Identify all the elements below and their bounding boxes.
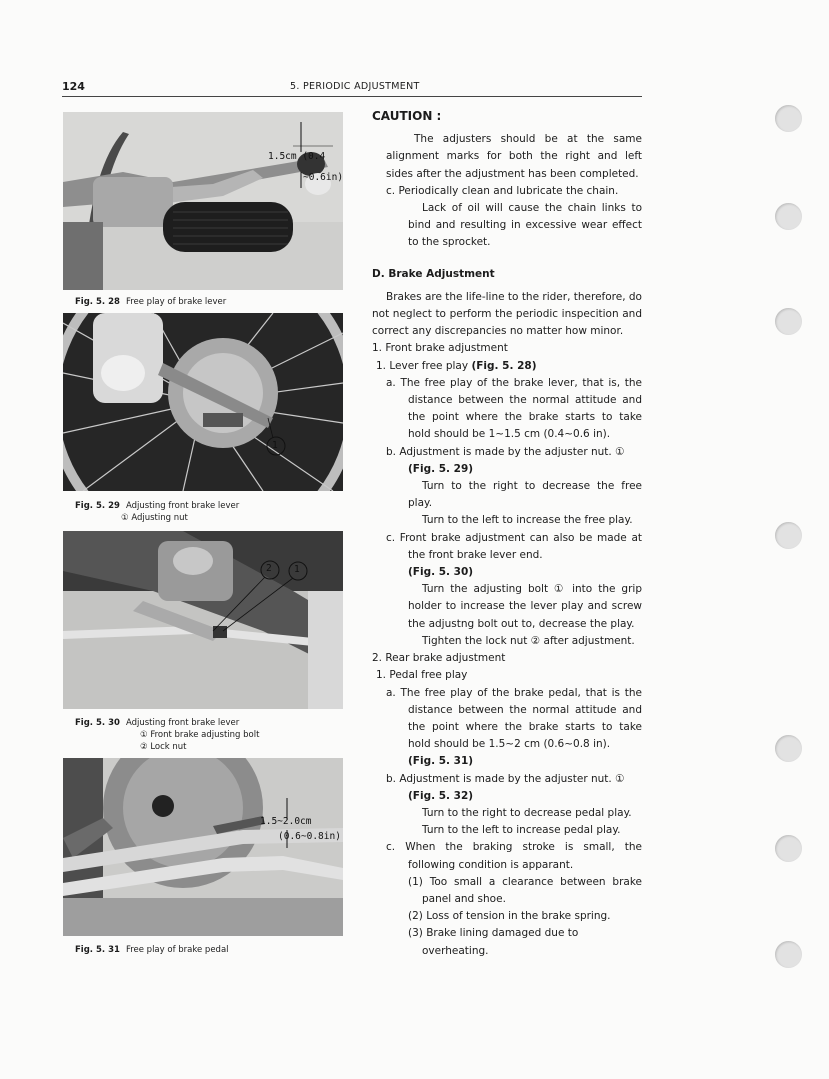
fig31-dimension-label: 1.5~2.0cm xyxy=(260,816,312,827)
fig30-caption-sub1: ① Front brake adjusting bolt xyxy=(140,730,260,740)
binder-hole xyxy=(775,105,802,132)
front-item-a: a. The free play of the brake lever, that is, the distance between the normal attitude and the point where the brake starts to take hold should be 1~1.5 cm (0.4~0.6 in). xyxy=(386,376,642,441)
fig30-marker-2: 2 xyxy=(266,563,272,574)
fig29-caption xyxy=(75,500,239,512)
front-item-c: c. Front brake adjustment can also be made at the front brake lever end. xyxy=(386,531,642,561)
fig30-caption xyxy=(75,717,239,729)
figure-lever-adjusting-bolt-photo xyxy=(63,531,343,709)
rear-item-b-right: Turn to the right to decrease pedal play. xyxy=(422,806,632,819)
fig30-marker-1: 1 xyxy=(294,564,300,575)
binder-hole xyxy=(775,941,802,968)
binder-hole xyxy=(775,522,802,549)
caution-paragraph: The adjusters should be at the same alignment marks for both the right and left sides after the adjustment has been completed. xyxy=(386,133,642,180)
binder-hole xyxy=(775,835,802,862)
caution-item-c: c. Periodically clean and lubricate the chain. xyxy=(386,184,619,197)
fig28-label: Fig. 5. 28 xyxy=(75,297,120,307)
fig31-caption-text: Free play of brake pedal xyxy=(125,945,229,955)
caution-item-c-detail: Lack of oil will cause the chain links to bind and resulting in excessive wear effect to the sprocket. xyxy=(408,202,642,249)
fig28-caption-text: Free play of brake lever xyxy=(125,297,227,307)
fig28-dimension-label: 1.5cm (0.4 xyxy=(268,151,326,162)
figure-front-brake-hub-photo xyxy=(63,313,343,491)
pedal-free-play-heading: 1. Pedal free play xyxy=(376,669,468,682)
rear-item-b-ref: (Fig. 5. 32) xyxy=(408,789,474,802)
rear-item-b: b. Adjustment is made by the adjuster nut. ① xyxy=(386,772,625,785)
front-item-b-ref: (Fig. 5. 29) xyxy=(408,462,474,475)
rear-item-a-ref: (Fig. 5. 31) xyxy=(408,755,474,768)
front-item-c-turn: Turn the adjusting bolt ① into the grip holder to increase the lever play and screw the adjustng bolt out to, decrease the play. xyxy=(408,583,642,630)
section-d-heading: D. Brake Adjustment xyxy=(372,267,495,280)
rear-brake-heading: 2. Rear brake adjustment xyxy=(372,652,506,665)
fig30-caption-text: Adjusting front brake lever xyxy=(125,718,240,728)
page-number: 124 xyxy=(62,80,85,93)
rear-item-c-2: (2) Loss of tension in the brake spring. xyxy=(408,910,611,923)
front-item-b: b. Adjustment is made by the adjuster nut. ① xyxy=(386,445,625,458)
binder-hole xyxy=(775,308,802,335)
front-item-b-right: Turn to the right to decrease the free play. xyxy=(408,480,642,510)
rear-item-c-1: (1) Too small a clearance between brake panel and shoe. xyxy=(408,875,642,905)
lever-free-play-heading: 1. Lever free play xyxy=(376,359,469,372)
figure-brake-pedal-photo xyxy=(63,758,343,936)
caution-title: CAUTION : xyxy=(372,109,442,123)
front-item-b-left: Turn to the left to increase the free play. xyxy=(422,514,633,527)
rear-item-b-left: Turn to the left to increase pedal play. xyxy=(422,824,621,837)
fig30-label: Fig. 5. 30 xyxy=(75,718,120,728)
body-text-column xyxy=(372,108,642,960)
lever-fig-ref: (Fig. 5. 28) xyxy=(471,359,537,372)
chapter-header: 5. PERIODIC ADJUSTMENT xyxy=(290,81,420,92)
binder-hole xyxy=(775,735,802,762)
fig31-label: Fig. 5. 31 xyxy=(75,945,120,955)
front-brake-heading: 1. Front brake adjustment xyxy=(372,342,508,355)
fig28-dimension-label-2: ~0.6in) xyxy=(303,172,344,183)
header-rule xyxy=(62,96,642,97)
lever-free-play-line xyxy=(372,358,642,375)
fig29-caption-text: Adjusting front brake lever xyxy=(125,501,240,511)
fig31-dimension-label-2: (0.6~0.8in) xyxy=(278,831,341,842)
binder-hole xyxy=(775,203,802,230)
front-item-c-ref: (Fig. 5. 30) xyxy=(408,566,474,579)
fig29-caption-sub1: ① Adjusting nut xyxy=(121,513,188,523)
fig31-caption xyxy=(75,944,229,956)
rear-item-a: a. The free play of the brake pedal, that is the distance between the normal attitude and the point where the brake starts to take hold should be 1.5~2 cm (0.6~0.8 in). xyxy=(386,686,642,751)
fig30-caption-sub2: ② Lock nut xyxy=(140,742,187,752)
figure-brake-lever-photo xyxy=(63,112,343,290)
fig29-label: Fig. 5. 29 xyxy=(75,501,120,511)
fig29-marker: 1 xyxy=(272,440,278,451)
fig28-caption xyxy=(75,296,226,308)
front-item-c-tighten: Tighten the lock nut ② after adjustment. xyxy=(422,634,635,647)
rear-item-c: c. When the braking stroke is small, the following condition is apparant. xyxy=(386,841,642,871)
section-d-intro: Brakes are the life-line to the rider, therefore, do not neglect to perform the periodic inspecition and correct any discrepancies no matter how minor. xyxy=(372,290,642,338)
rear-item-c-3: (3) Brake lining damaged due to overheating. xyxy=(408,927,579,957)
